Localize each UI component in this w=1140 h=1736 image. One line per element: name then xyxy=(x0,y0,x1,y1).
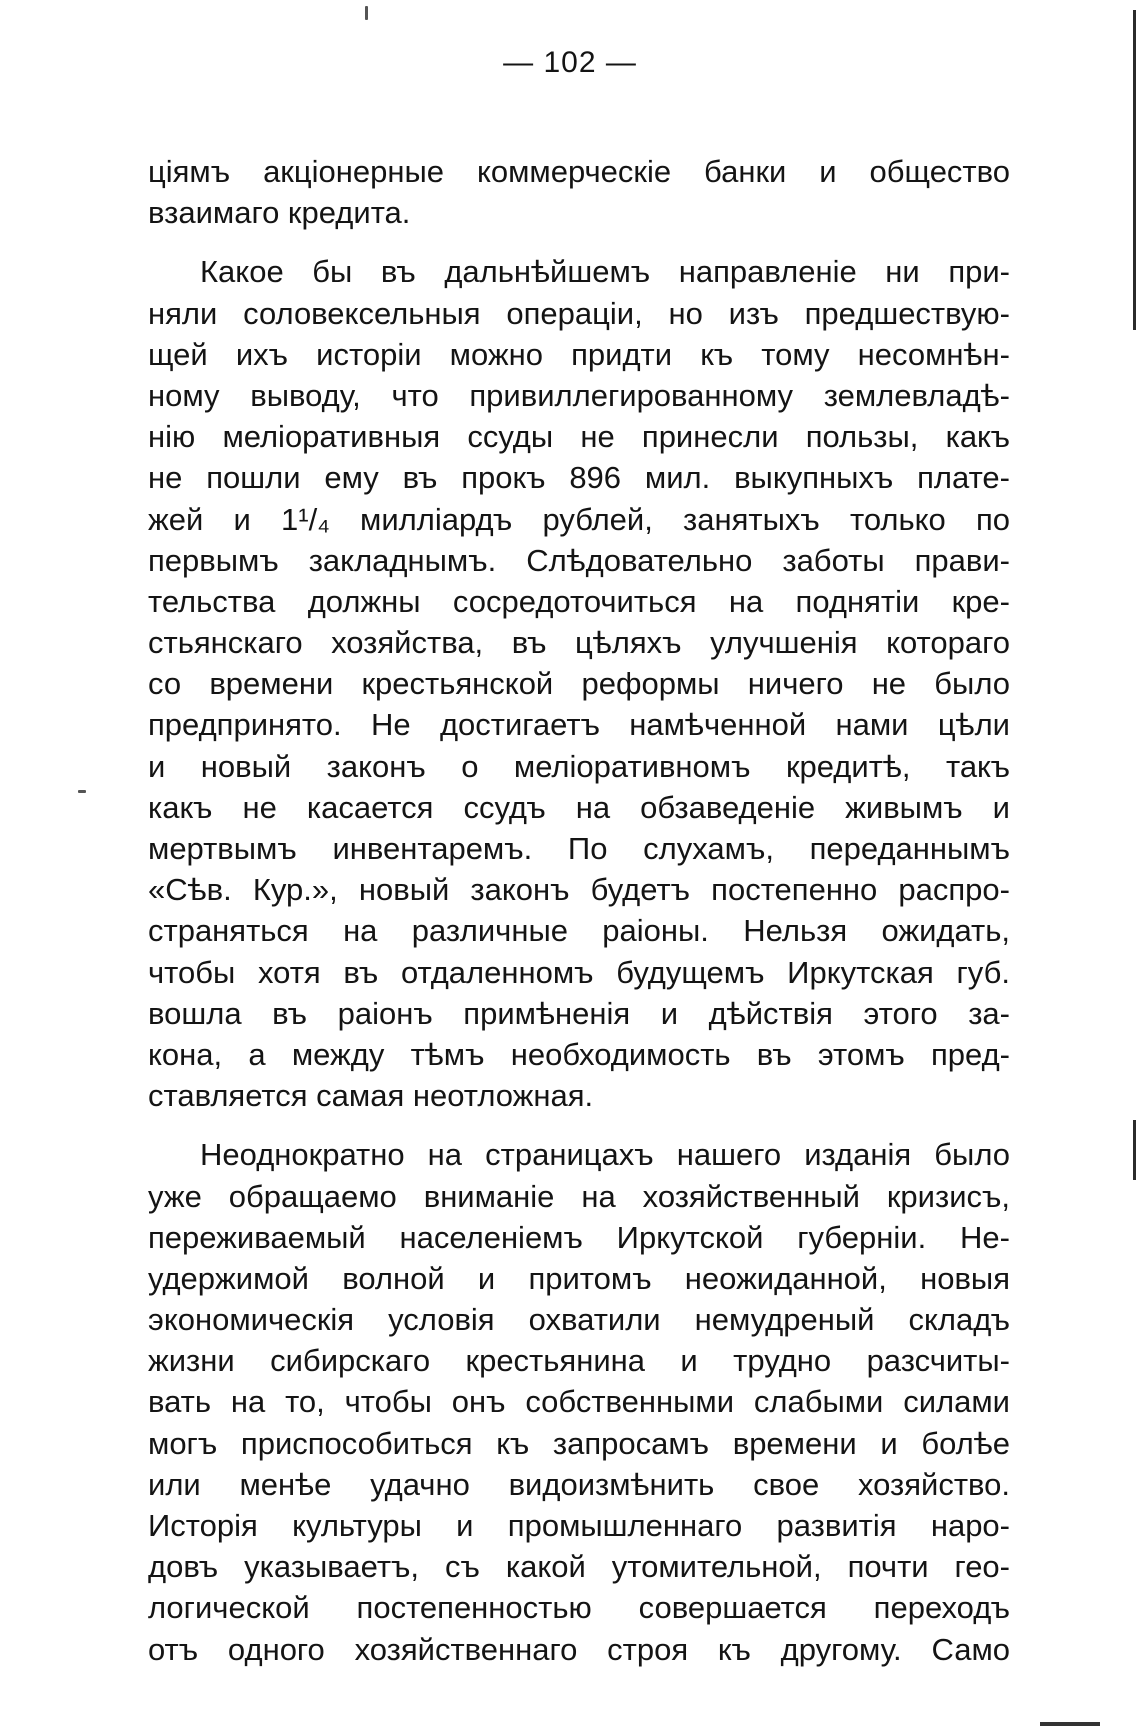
text-line: отъ одного хозяйственнаго строя къ другому. Само xyxy=(148,1631,1010,1667)
text-line: Неоднократно на страницахъ нашего изданія было xyxy=(200,1137,1010,1173)
text-line: чтобы хотя въ отдаленномъ будущемъ Иркутская губ. xyxy=(148,954,1010,990)
page-number: — 102 — xyxy=(503,46,637,79)
text-line: Какое бы въ дальнѣйшемъ направленіе ни при- xyxy=(200,254,1010,290)
text-line: со времени крестьянской реформы ничего не было xyxy=(148,666,1010,702)
paragraph-gap xyxy=(148,1116,1010,1134)
scan-edge-line xyxy=(1133,1120,1136,1180)
text-line: стьянскаго хозяйства, въ цѣляхъ улучшенія котораго xyxy=(148,625,1010,661)
text-line: ставляется самая неотложная. xyxy=(148,1078,594,1114)
text-line: вошла въ раіонъ примѣненія и дѣйствія этого за- xyxy=(148,995,1010,1031)
text-line: жей и 1¹/₄ милліардъ рублей, занятыхъ только по xyxy=(148,501,1010,537)
text-line: Исторія культуры и промышленнаго развитія наро- xyxy=(148,1508,1010,1543)
text-line: щей ихъ исторіи можно придти къ тому несомнѣн- xyxy=(148,336,1010,372)
text-line: кона, а между тѣмъ необходимость въ этомъ пред- xyxy=(148,1036,1010,1072)
body-text xyxy=(148,151,1010,1670)
text-line: довъ указываетъ, съ какой утомительной, почти гео- xyxy=(148,1549,1010,1585)
text-line: ному выводу, что привиллегированному землевладѣ- xyxy=(148,377,1010,413)
scan-speck xyxy=(365,6,368,20)
text-line: тельства должны сосредоточиться на поднятіи кре- xyxy=(148,583,1010,619)
scan-mark xyxy=(1040,1722,1100,1726)
text-line: и новый законъ о меліоративномъ кредитѣ, такъ xyxy=(148,748,1010,784)
text-line: не пошли ему въ прокъ 896 мил. выкупныхъ плате- xyxy=(148,460,1010,496)
text-line: ціямъ акціонерные коммерческіе банки и общество xyxy=(148,154,1010,189)
text-line: мертвымъ инвентаремъ. По слухамъ, переданнымъ xyxy=(148,831,1010,866)
text-line: взаимаго кредита. xyxy=(148,195,411,231)
text-line: какъ не касается ссудъ на обзаведеніе живымъ и xyxy=(148,789,1010,825)
scan-edge-line xyxy=(1133,10,1136,330)
text-line: или менѣе удачно видоизмѣнить свое хозяйство. xyxy=(148,1466,1010,1502)
text-line: экономическія условія охватили немудреный складъ xyxy=(148,1302,1010,1338)
text-line: могъ приспособиться къ запросамъ времени и болѣе xyxy=(148,1425,1010,1461)
text-line: страняться на различные раіоны. Нельзя ожидать, xyxy=(148,913,1010,949)
text-line: «Сѣв. Кур.», новый законъ будетъ постепенно распро- xyxy=(148,872,1010,908)
text-line: жизни сибирскаго крестьянина и трудно разсчиты- xyxy=(148,1343,1010,1379)
text-line: няли соловексельныя операціи, но изъ предшествую- xyxy=(148,295,1010,331)
paragraph-gap xyxy=(148,233,1010,251)
paragraph-2 xyxy=(148,251,1010,1116)
text-line: переживаемый населеніемъ Иркутской губерніи. Не- xyxy=(148,1219,1010,1255)
paragraph-1 xyxy=(148,151,1010,233)
text-line: первымъ закладнымъ. Слѣдовательно заботы прави- xyxy=(148,542,1010,578)
text-line: удержимой волной и притомъ неожиданной, новыя xyxy=(148,1260,1010,1296)
paragraph-3 xyxy=(148,1134,1010,1669)
text-line: вать на то, чтобы онъ собственными слабыми силами xyxy=(148,1384,1010,1420)
text-line: предпринято. Не достигаетъ намѣченной нами цѣли xyxy=(148,707,1010,743)
scan-speck xyxy=(78,790,86,793)
text-line: уже обращаемо вниманіе на хозяйственный кризисъ, xyxy=(148,1178,1010,1214)
text-line: нію меліоративныя ссуды не принесли пользы, какъ xyxy=(148,419,1010,455)
text-line: логической постепенностью совершается переходъ xyxy=(148,1590,1010,1626)
